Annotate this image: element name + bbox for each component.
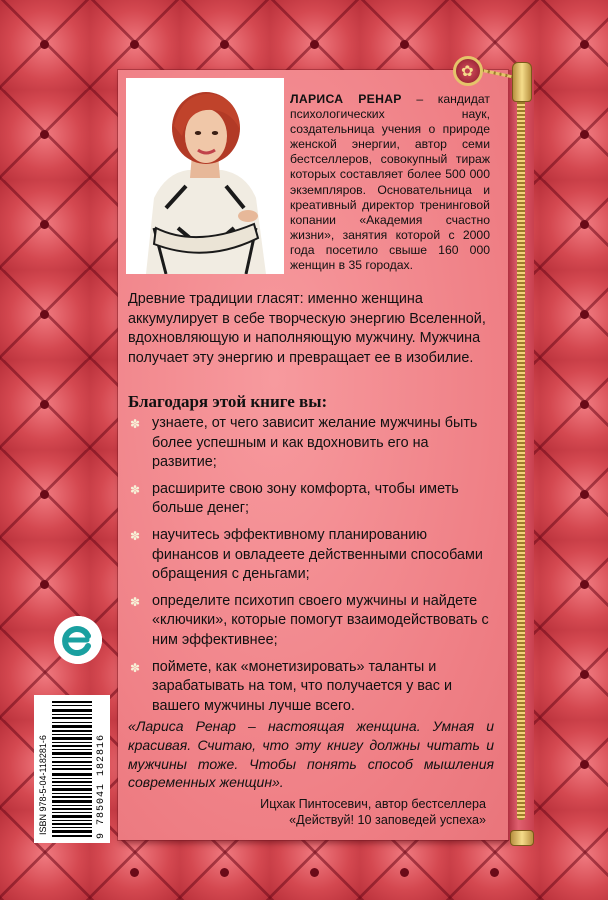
list-item [128,414,496,473]
quilt-tuft [580,310,589,319]
zipper [508,70,534,840]
isbn-text: ISBN 978-5-04-118281-6 [38,735,48,835]
quilt-tuft [580,580,589,589]
quilt-tuft [580,760,589,769]
quilt-tuft [580,490,589,499]
zipper-teeth [517,80,525,820]
quilt-tuft [580,400,589,409]
sparkle-bullet-icon: ✽ [130,528,141,543]
intro-paragraph: Древние традиции гласят: именно женщина аккумулирует в себе творческую энергию Вселенной, вдохновляющую и наполняющую мужчину. Мужчина получает эту энергию и превращает ее в изобилие. [128,291,486,366]
list-item-text: расширите свою зону комфорта, чтобы иметь больше денег; [152,480,459,517]
quilt-tuft [40,490,49,499]
list-item-text: определите психотип своего мужчины и найдете «ключики», которые помогут взаимодействовать с ним эффективнее; [152,592,489,648]
quilt-tuft [40,310,49,319]
list-item [128,526,496,585]
zipper-pull-icon [512,62,532,102]
author-bio-text: – кандидат психологических наук, создательница учения о природе женской энергии, автор семи бестселлеров, совокупный тираж которых составляет более 500 000 экземпляров. Основательница и креативный директор тренинговой копании «Академия счастно жизни», занятия которой с 2000 года посетило свыше 160 000 женщин в 35 городах. [290,92,490,273]
quilt-tuft [580,220,589,229]
quilt-tuft [40,580,49,589]
quilt-tuft [310,868,319,877]
barcode [34,695,110,843]
author-name: ЛАРИСА РЕНАР [290,92,402,106]
author-photo [126,78,284,274]
quilt-tuft [40,40,49,49]
zipper-charm-icon [453,56,483,86]
quote-author-line: Ицхак Пинтосевич, автор бестселлера [260,797,486,811]
charm-emblem-icon: ✿ [461,62,474,80]
quilt-tuft [40,400,49,409]
list-item [128,658,496,717]
quilt-tuft [580,130,589,139]
quilt-tuft [400,40,409,49]
author-bio [290,92,490,273]
quilt-tuft [580,670,589,679]
quilt-tuft [400,868,409,877]
quote-attribution [128,796,486,828]
benefits-heading: Благодаря этой книге вы: [128,392,328,411]
testimonial-quote: «Лариса Ренар – настоящая женщина. Умная и красивая. Считаю, что эту книгу должны читать и мужчины тоже. Чтобы понять способ мышления современных женщин». [128,718,494,791]
barcode-digits: 9 785041 182816 [96,733,107,839]
list-item-text: узнаете, от чего зависит желание мужчины быть более успешным и как вдохновить его на развитие; [152,415,478,471]
sparkle-bullet-icon: ✽ [130,417,141,431]
zipper-stop [510,830,534,846]
list-item [128,480,496,519]
quilt-tuft [220,40,229,49]
barcode-bars [52,701,92,837]
quilt-tuft [220,868,229,877]
list-item-text: научитесь эффективному планированию финансов и овладеете действенными способами обращения с деньгами; [152,526,483,583]
benefits-list [128,414,496,723]
publisher-logo-mark [54,616,102,664]
eksmo-e-logo-icon [54,616,102,664]
quilt-tuft [580,40,589,49]
sparkle-bullet-icon: ✽ [130,594,141,609]
sparkle-bullet-icon: ✽ [130,482,141,497]
sparkle-bullet-icon: ✽ [130,660,141,675]
quilt-tuft [130,868,139,877]
quilt-tuft [310,40,319,49]
quilt-tuft [490,868,499,877]
list-item-text: поймете, как «монетизировать» таланты и зарабатывать на том, что получается у вас и вашего мужчины лучше всего. [152,658,453,714]
quilt-tuft [40,220,49,229]
quilt-tuft [40,130,49,139]
list-item [128,592,496,651]
quote-author-book: «Действуй! 10 заповедей успеха» [289,813,486,827]
author-portrait-illustration [126,78,284,274]
quilt-tuft [130,40,139,49]
